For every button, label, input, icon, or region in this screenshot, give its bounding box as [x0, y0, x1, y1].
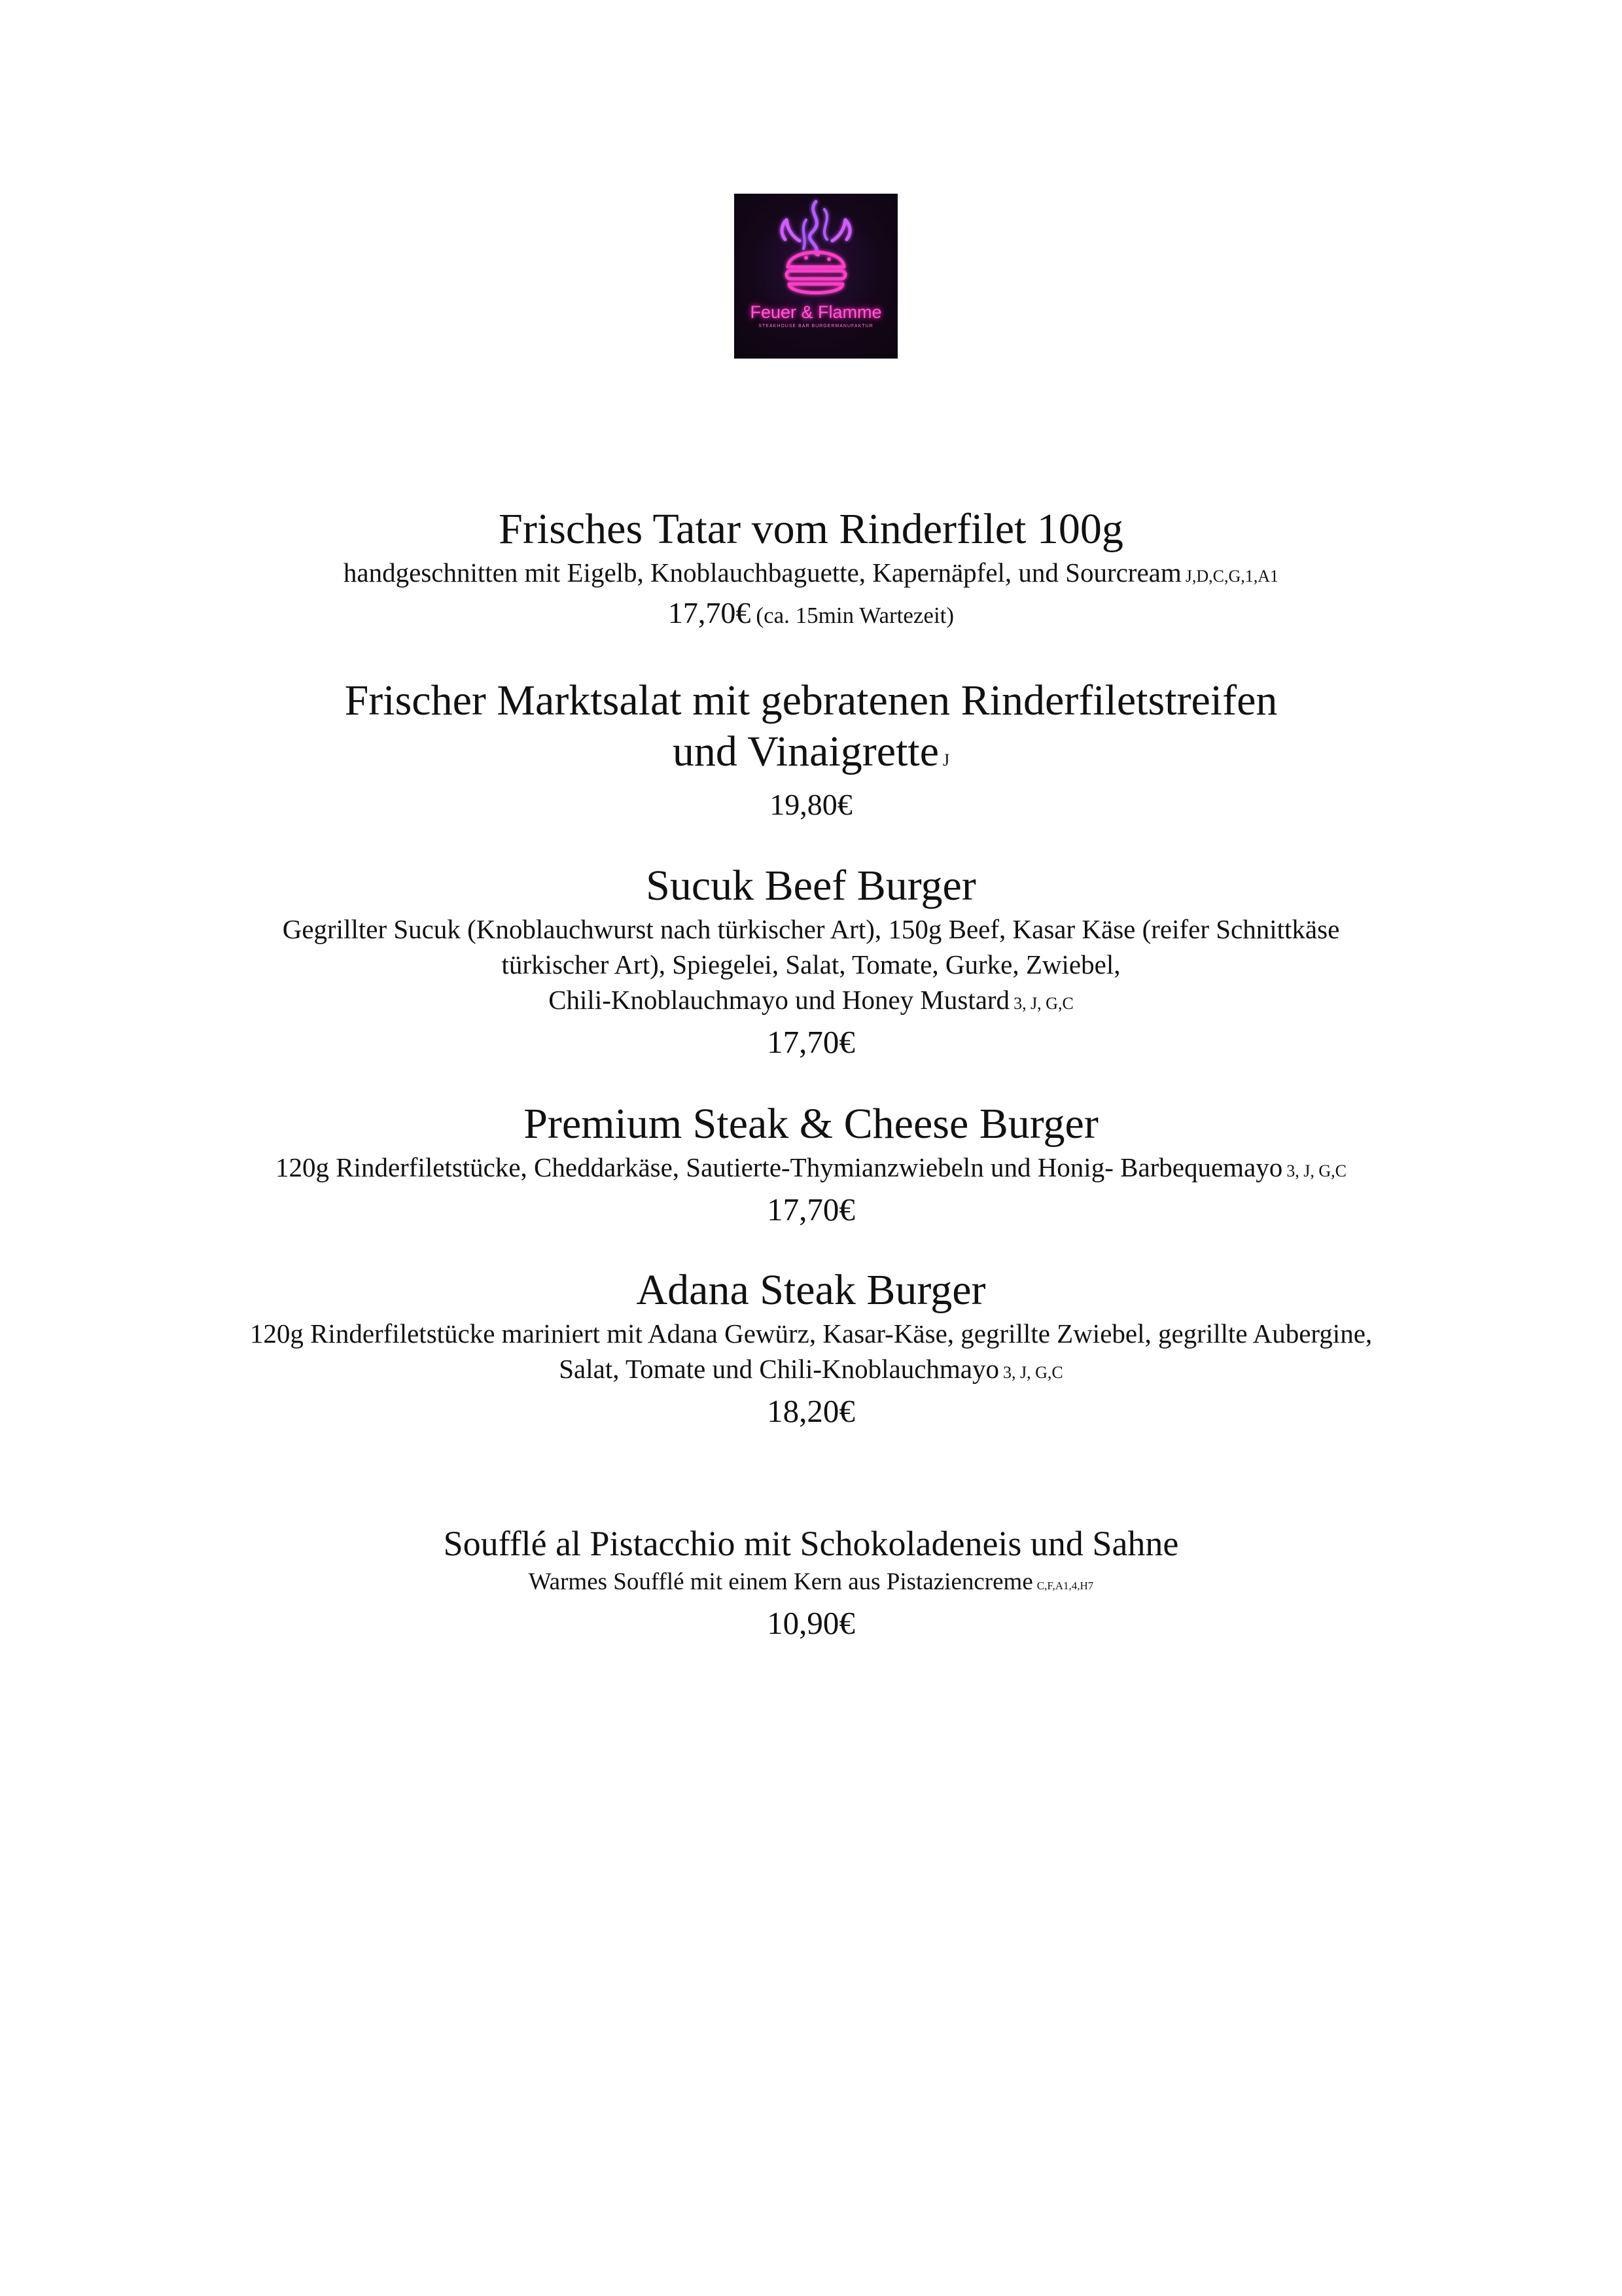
- menu-item-souffle: [0, 1521, 1622, 1644]
- item-allergens: J: [943, 751, 950, 769]
- dessert-price: 10,90€: [767, 1605, 855, 1641]
- item-title: Adana Steak Burger: [636, 1266, 986, 1314]
- item-description-text: handgeschnitten mit Eigelb, Knoblauchbaguette, Kapernäpfel, und Sourcream: [343, 557, 1182, 588]
- item-allergens: 3, J, G,C: [1014, 994, 1074, 1013]
- item-title: Sucuk Beef Burger: [646, 862, 976, 910]
- logo-name: Feuer & Flamme: [750, 302, 882, 322]
- item-price: 17,70€: [767, 1024, 855, 1060]
- item-description-text: 120g Rinderfiletstücke, Cheddarkäse, Sautierte-Thymianzwiebeln und Honig- Barbequemayo: [275, 1152, 1283, 1182]
- item-description-line2: türkischer Art), Spiegelei, Salat, Tomate, Gurke, Zwiebel,: [501, 949, 1121, 980]
- item-description-text: Chili-Knoblauchmayo und Honey Mustard: [548, 985, 1010, 1015]
- item-description-line1: Gegrillter Sucuk (Knoblauchwurst nach türkischer Art), 150g Beef, Kasar Käse (reifer Schnittkäse: [282, 914, 1340, 944]
- item-description-line3: [0, 982, 1622, 1021]
- burger-flame-icon: [734, 194, 898, 359]
- item-allergens: J,D,C,G,1,A1: [1185, 567, 1279, 586]
- item-title-continued: [0, 726, 1622, 786]
- dessert-title: Soufflé al Pistacchio mit Schokoladeneis und Sahne: [443, 1524, 1179, 1563]
- item-description-line2: [0, 1351, 1622, 1390]
- dessert-description-text: Warmes Soufflé mit einem Kern aus Pistaziencreme: [528, 1568, 1033, 1595]
- item-description-text: Salat, Tomate und Chili-Knoblauchmayo: [559, 1354, 999, 1384]
- menu: [0, 504, 1622, 1644]
- item-price: 17,70€: [767, 1192, 855, 1227]
- item-price: 18,20€: [767, 1393, 855, 1429]
- dessert-allergens: C,F,A1,4,H7: [1036, 1580, 1094, 1592]
- item-price: 17,70€: [667, 596, 751, 629]
- item-price-row: [0, 594, 1622, 635]
- menu-item-sucuk-burger: [0, 860, 1622, 1063]
- item-title: Frisches Tatar vom Rinderfilet 100g: [499, 505, 1123, 553]
- item-description: [0, 555, 1622, 594]
- item-description-line1: 120g Rinderfiletstücke mariniert mit Adana Gewürz, Kasar-Käse, gegrillte Zwiebel, gegrillte Aubergine,: [249, 1318, 1373, 1349]
- item-wait-note: (ca. 15min Wartezeit): [756, 603, 955, 628]
- menu-item-adana-burger: [0, 1265, 1622, 1432]
- item-title-line2: und Vinaigrette: [672, 728, 940, 775]
- restaurant-logo: [734, 194, 898, 359]
- item-allergens: 3, J, G,C: [1003, 1363, 1063, 1382]
- item-allergens: 3, J, G,C: [1286, 1161, 1347, 1180]
- item-title: Premium Steak & Cheese Burger: [523, 1100, 1099, 1148]
- menu-item-marktsalat: [0, 675, 1622, 824]
- item-description: [0, 1150, 1622, 1189]
- menu-item-tatar: [0, 504, 1622, 635]
- item-title: Frischer Marktsalat mit gebratenen Rinderfiletstreifen: [344, 677, 1278, 724]
- item-price: 19,80€: [769, 788, 853, 821]
- menu-item-premium-steak-burger: [0, 1099, 1622, 1231]
- dessert-description: [0, 1566, 1622, 1602]
- logo-tagline: STEAKHOUSE BAR BURGERMANUFAKTUR: [758, 324, 873, 328]
